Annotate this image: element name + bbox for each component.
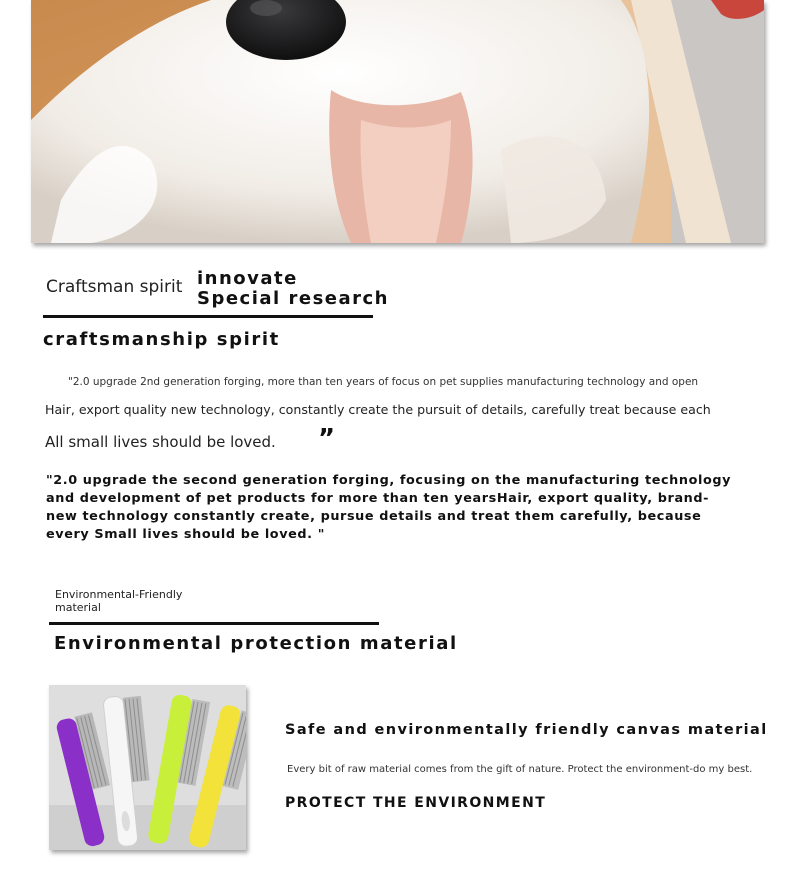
hero-dog-photo (31, 0, 764, 243)
intro-text-line-1: "2.0 upgrade 2nd generation forging, more than ten years of focus on pet supplies manufacturing technology and open (68, 376, 699, 388)
intro-text-line-2: Hair, export quality new technology, constantly create the pursuit of details, carefully treat because each (45, 402, 711, 417)
canvas-material-title: Safe and environmentally friendly canvas material (285, 722, 768, 738)
intro-text-line-3: All small lives should be loved. (45, 433, 276, 451)
environmental-friendly-label: Environmental-Friendly material (55, 588, 183, 614)
innovate-label: innovate (197, 268, 298, 289)
closing-quote-mark: ” (318, 424, 336, 454)
dog-photo-illustration (31, 0, 764, 243)
raw-material-description: Every bit of raw material comes from the gift of nature. Protect the environment-do my best. (287, 764, 753, 775)
combs-illustration (49, 685, 246, 850)
craftsman-spirit-label: Craftsman spirit (46, 277, 183, 297)
bold-description-paragraph: "2.0 upgrade the second generation forging, focusing on the manufacturing technology and development of pet products for more than ten yearsHair, export quality, brand-new technology constantly create, pursue details and treat them carefully, because every Small lives should be loved. " (46, 473, 732, 542)
special-research-label: Special research (197, 288, 389, 309)
pet-combs-photo (49, 685, 246, 850)
environmental-protection-title: Environmental protection material (54, 633, 458, 654)
protect-environment-tagline: PROTECT THE ENVIRONMENT (285, 795, 547, 811)
section1-divider (43, 315, 373, 318)
section2-divider (49, 622, 379, 625)
craftsmanship-spirit-title: craftsmanship spirit (43, 329, 280, 350)
